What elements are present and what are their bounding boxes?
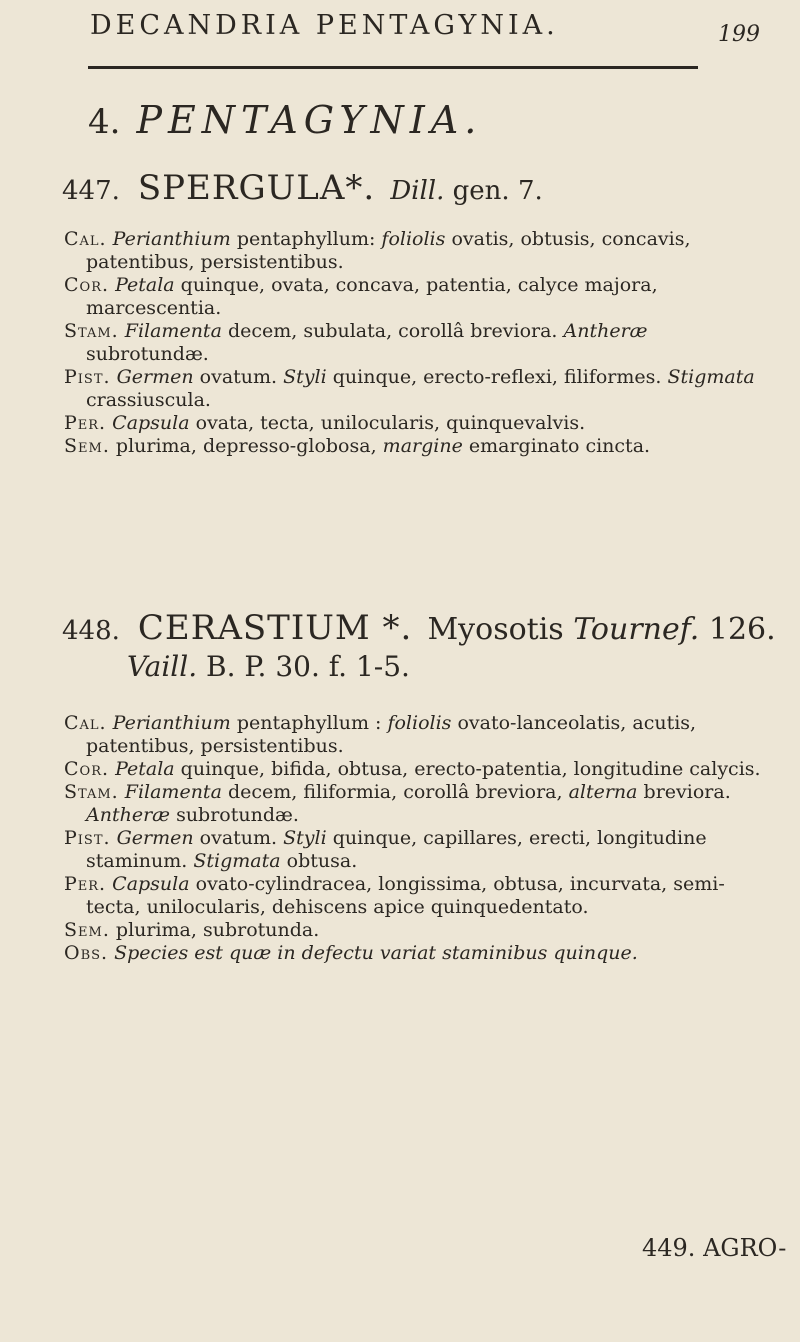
genus-name: SPERGULA*. <box>137 168 376 208</box>
genus-ref: gen. 7. <box>452 176 543 206</box>
section-number: 4. <box>88 102 121 142</box>
seed-line: Sem. plurima, depresso-globosa, margine emarginato cincta. <box>64 435 651 457</box>
genus-ref-author: Tournef. <box>573 612 700 647</box>
catchword: 449. AGRO- <box>642 1234 787 1262</box>
genus-name: CERASTIUM *. <box>137 608 413 648</box>
genus-description-spergula <box>64 228 772 458</box>
genus-number: 448. <box>62 616 120 646</box>
pericarp-line: Per. Capsula ovato-cylindracea, longissima, obtusa, incurvata, semi-tecta, unilocularis, dehiscens apice quinquedentato. <box>64 873 725 918</box>
section-title <box>88 98 482 142</box>
genus-ref-num: 126. <box>708 612 776 647</box>
pistil-line: Pist. Germen ovatum. Styli quinque, erecto-reflexi, filiformes. Stigmata crassiuscula. <box>64 366 755 411</box>
genus-description-cerastium <box>64 712 772 965</box>
stamen-line: Stam. Filamenta decem, subulata, corollâ breviora. Antheræ subrotundæ. <box>64 320 648 365</box>
genus-heading-cerastium <box>62 608 776 683</box>
section-name: PENTAGYNIA. <box>136 98 483 142</box>
genus-ref2-author: Vaill. <box>127 650 198 683</box>
header-rule <box>88 66 698 69</box>
genus-synonym: Myosotis <box>427 612 564 647</box>
observation-line: Obs. Species est quæ in defectu variat staminibus quinque. <box>64 942 638 964</box>
page-number: 199 <box>718 22 760 47</box>
corolla-line: Cor. Petala quinque, bifida, obtusa, erecto-patentia, longitudine calycis. <box>64 758 761 780</box>
seed-line: Sem. plurima, subrotunda. <box>64 919 320 941</box>
pericarp-line: Per. Capsula ovata, tecta, unilocularis, quinquevalvis. <box>64 412 586 434</box>
genus-heading-spergula <box>62 168 543 208</box>
calyx-line: Cal. Perianthium pentaphyllum : foliolis ovato-lanceolatis, acutis, patentibus, persistentibus. <box>64 712 697 757</box>
genus-ref-author: Dill. <box>390 176 445 206</box>
corolla-line: Cor. Petala quinque, ovata, concava, patentia, calyce majora, marcescentia. <box>64 274 658 319</box>
stamen-line: Stam. Filamenta decem, filiformia, corollâ breviora, alterna breviora. Antheræ subrotundæ. <box>64 781 731 826</box>
genus-ref2: B. P. 30. f. 1-5. <box>206 650 410 683</box>
pistil-line: Pist. Germen ovatum. Styli quinque, capillares, erecti, longitudine staminum. Stigmata obtusa. <box>64 827 707 872</box>
running-title: DECANDRIA PENTAGYNIA. <box>90 10 559 41</box>
genus-number: 447. <box>62 176 120 206</box>
calyx-line: Cal. Perianthium pentaphyllum: foliolis ovatis, obtusis, concavis, patentibus, persistentibus. <box>64 228 691 273</box>
